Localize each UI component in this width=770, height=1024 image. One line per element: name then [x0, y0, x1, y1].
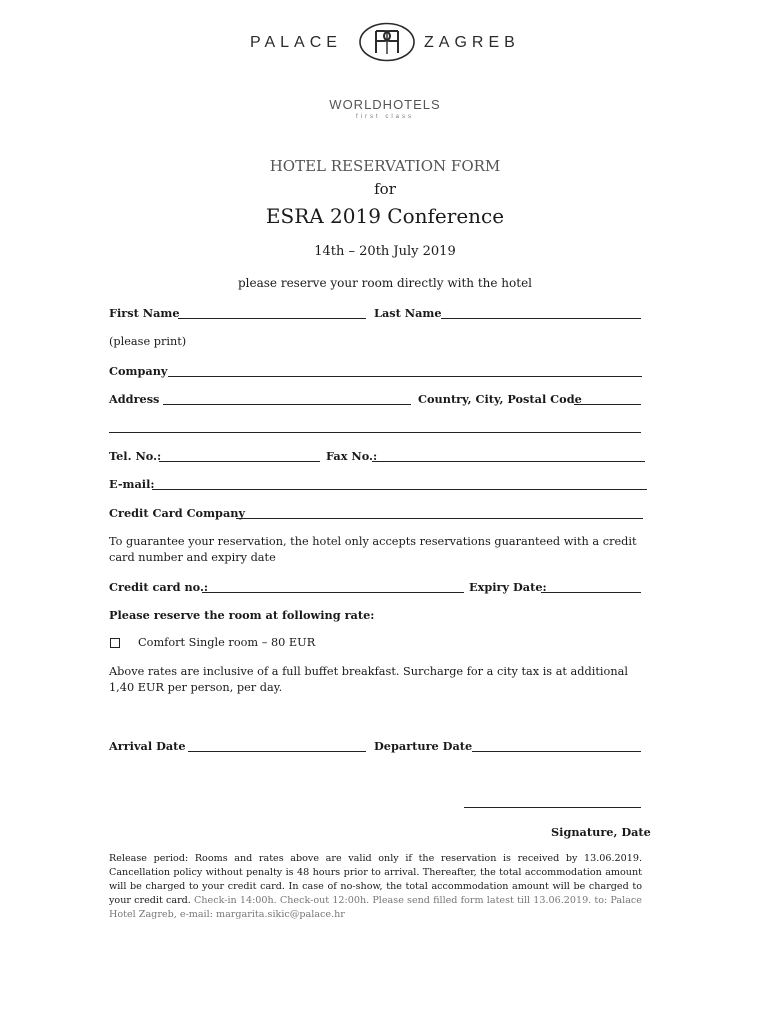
checkin-contact-text: Check-in 14:00h. Check-out 12:00h. Please send filled form latest till 13.06.2019. to: Palace Hotel Zagreb, e-mail: margarita.sikic@palace.hr	[109, 895, 642, 920]
arrival-date-field[interactable]	[188, 751, 366, 752]
credit-card-number-label: Credit card no.:	[109, 580, 209, 594]
brand-palace: PALACE	[250, 34, 342, 51]
expiry-date-label: Expiry Date:	[469, 580, 547, 594]
first-name-field[interactable]	[178, 318, 366, 319]
form-title: HOTEL RESERVATION FORM	[269, 157, 501, 175]
event-dates: 14th – 20th July 2019	[314, 244, 456, 259]
company-field[interactable]	[168, 376, 642, 377]
last-name-field[interactable]	[441, 318, 641, 319]
company-label: Company	[109, 364, 168, 378]
credit-card-company-field[interactable]	[236, 518, 643, 519]
room-option-label: Comfort Single room – 80 EUR	[138, 636, 316, 649]
rates-note-line-1: Above rates are inclusive of a full buffet breakfast. Surcharge for a city tax is at additional	[109, 665, 628, 678]
address-label: Address	[109, 392, 160, 406]
email-label: E-mail:	[109, 477, 155, 491]
instruction-text: please reserve your room directly with the hotel	[237, 276, 533, 290]
hotel-monogram-logo	[358, 22, 416, 62]
room-option-checkbox[interactable]	[110, 638, 120, 648]
signature-date-label: Signature, Date	[551, 825, 651, 839]
credit-card-number-field[interactable]	[202, 592, 464, 593]
address-line-2-field[interactable]	[109, 432, 641, 433]
arrival-date-label: Arrival Date	[109, 739, 186, 753]
last-name-label: Last Name	[374, 306, 442, 320]
event-title: ESRA 2019 Conference	[265, 204, 505, 228]
title-for: for	[374, 180, 396, 198]
brand-zagreb: ZAGREB	[424, 34, 520, 51]
departure-date-field[interactable]	[472, 751, 641, 752]
country-city-postal-field[interactable]	[574, 404, 641, 405]
worldhotels-logo: WORLDHOTELS	[329, 97, 441, 112]
tel-field[interactable]	[159, 461, 320, 462]
fax-label: Fax No.:	[326, 449, 378, 463]
release-policy-main: Release period: Rooms and rates above are valid only if the reservation is received by 13.06.2019. Cancellation policy without penalty is 48 hours prior to arrival. Thereafter, the total accommodation amount will be charged to your credit card. In case of no-show, the total accommodation amount will be charged to your credit card.	[109, 853, 642, 906]
address-field[interactable]	[163, 404, 411, 405]
email-field[interactable]	[152, 489, 647, 490]
rates-note-line-2: 1,40 EUR per person, per day.	[109, 681, 283, 694]
signature-field[interactable]	[464, 807, 641, 808]
expiry-date-field[interactable]	[541, 592, 641, 593]
guarantee-note: To guarantee your reservation, the hotel only accepts reservations guaranteed with a credit card number and expiry date	[109, 535, 637, 564]
country-city-postal-label: Country, City, Postal Code	[418, 392, 582, 406]
first-name-label: First Name	[109, 306, 180, 320]
worldhotels-tagline: first class	[355, 114, 414, 120]
tel-label: Tel. No.:	[109, 449, 162, 463]
please-print-note: (please print)	[109, 335, 187, 348]
release-policy-text	[109, 852, 642, 922]
credit-card-company-label: Credit Card Company	[109, 506, 246, 520]
fax-field[interactable]	[372, 461, 645, 462]
rate-heading: Please reserve the room at following rate:	[109, 608, 375, 622]
departure-date-label: Departure Date	[374, 739, 473, 753]
